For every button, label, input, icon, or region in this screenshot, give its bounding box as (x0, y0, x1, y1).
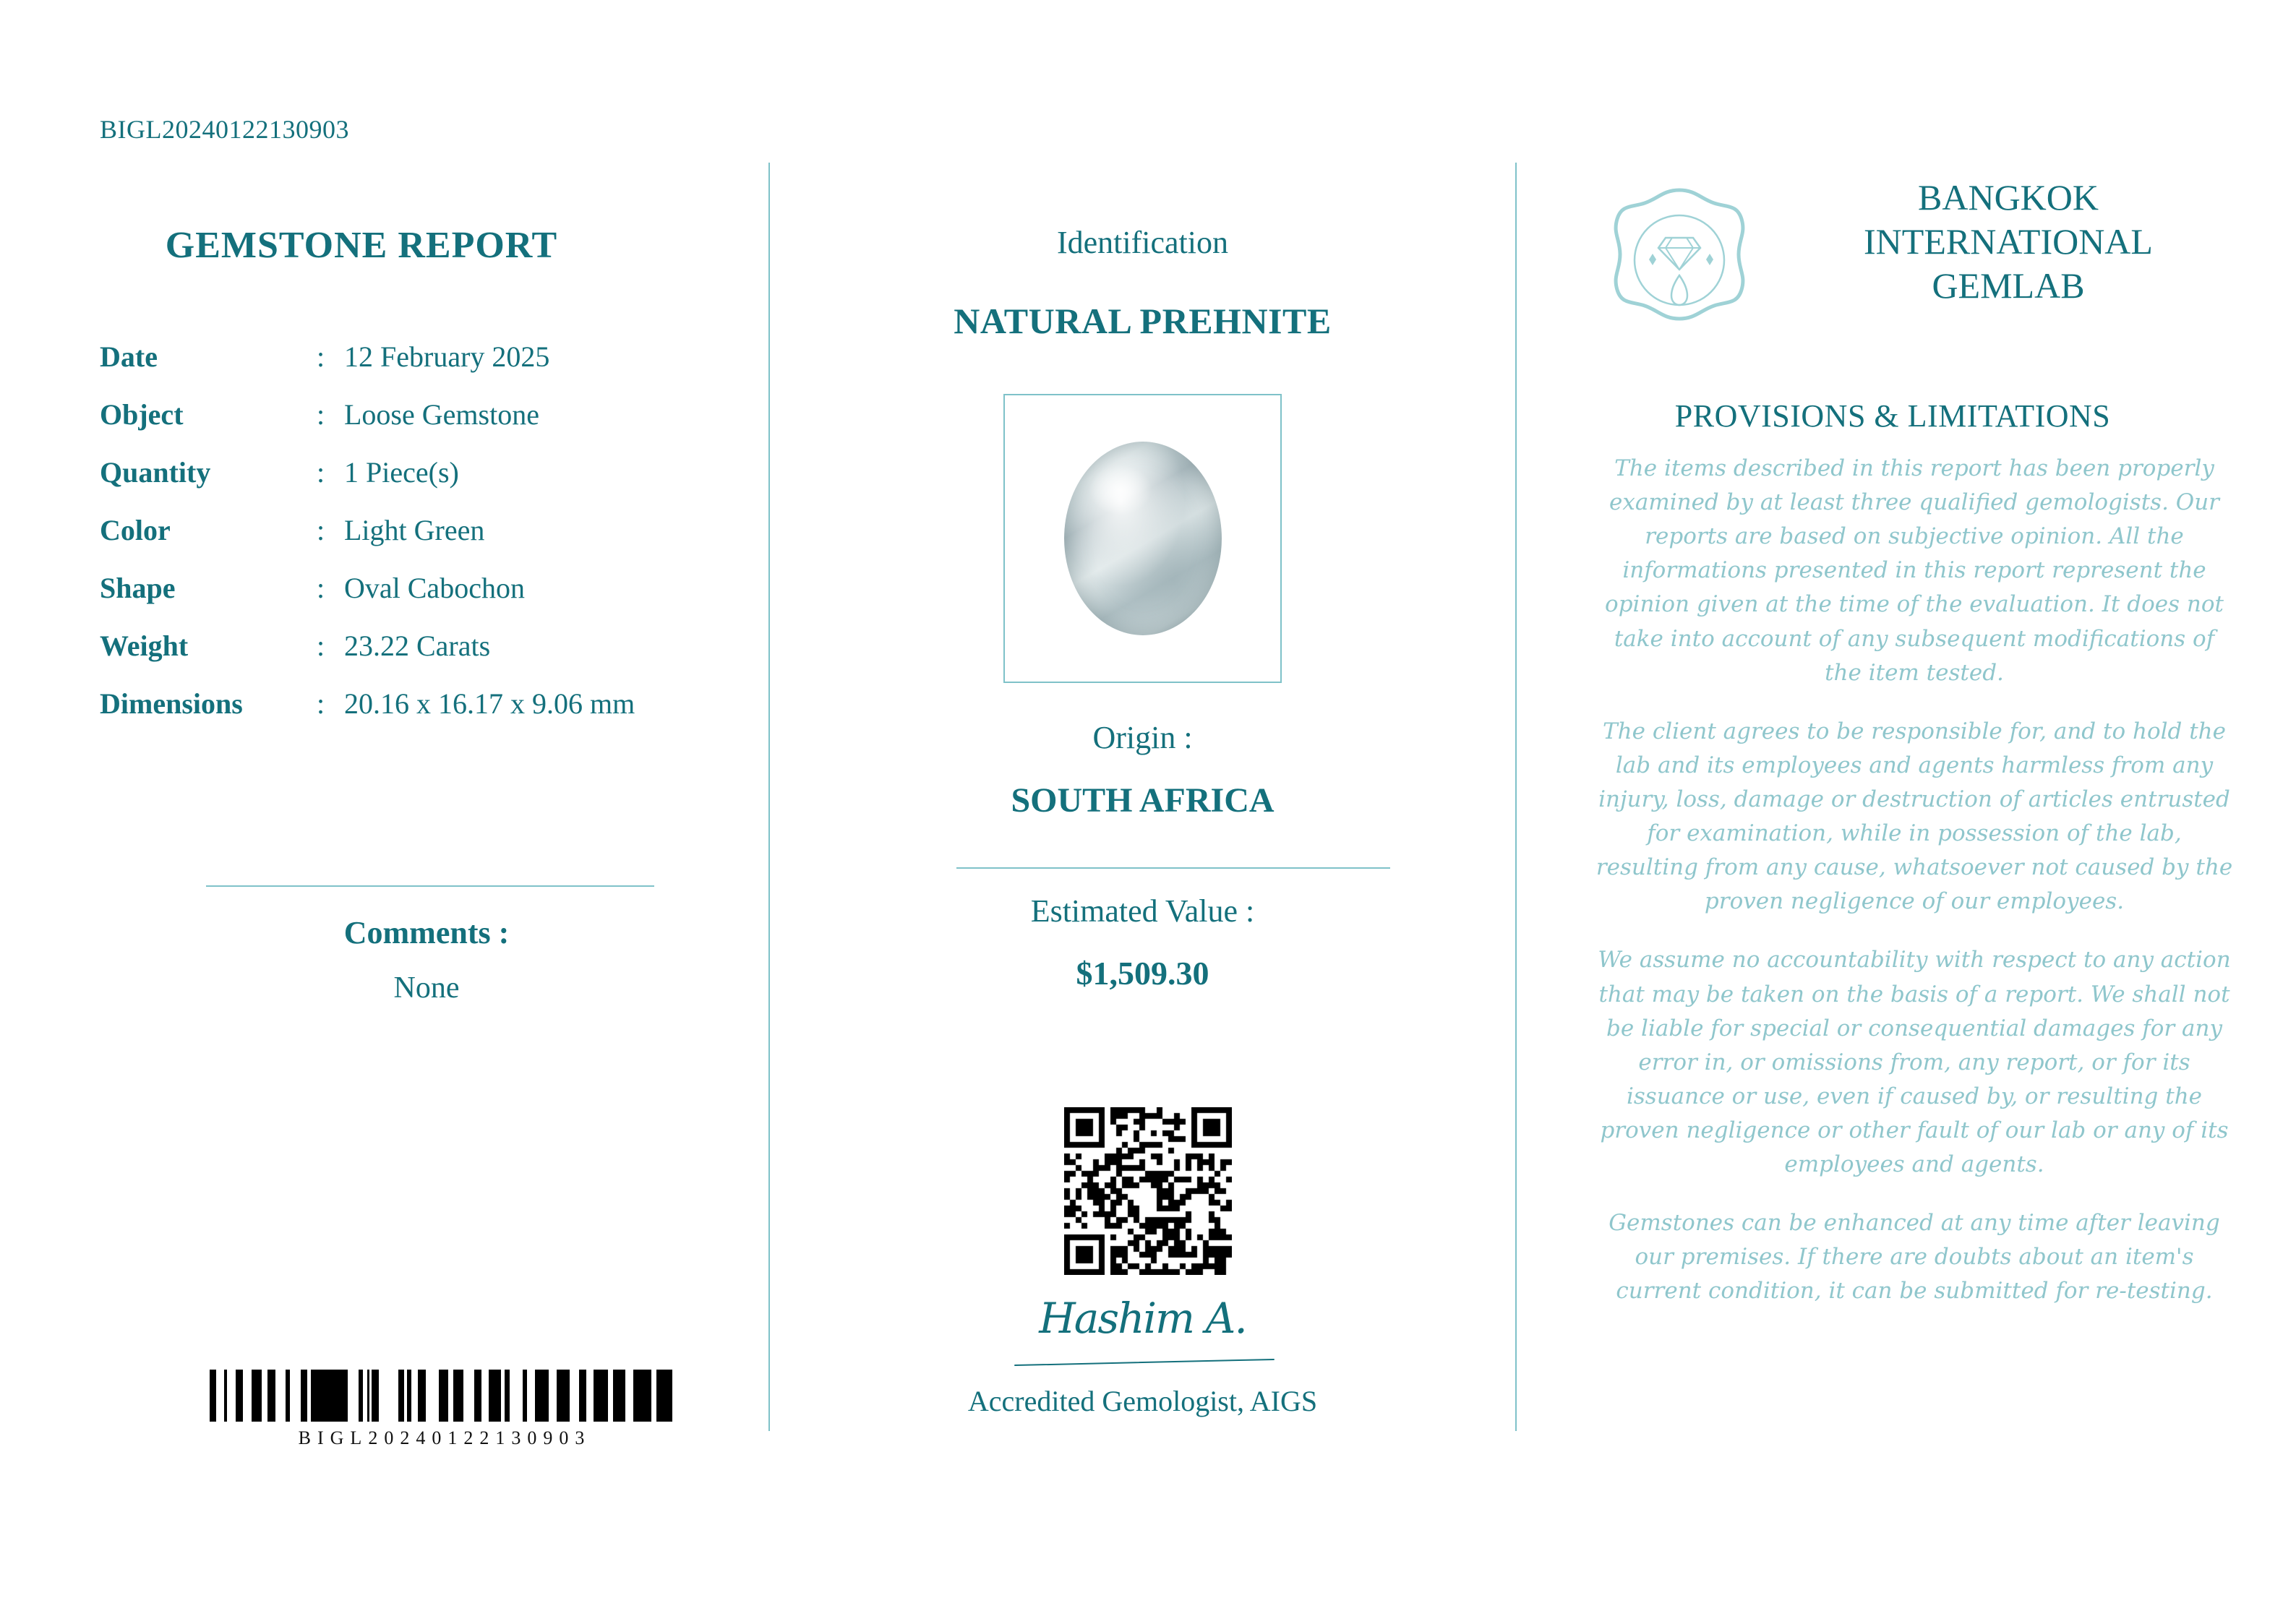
comments-divider (206, 885, 654, 887)
attribute-label: Dimensions (100, 687, 243, 720)
attribute-colon: : (317, 456, 325, 489)
gem-attributes-list (100, 340, 721, 744)
attribute-colon: : (317, 398, 325, 431)
estimated-value-label: Estimated Value : (1030, 893, 1255, 929)
brand-line-2: INTERNATIONAL (1864, 221, 2153, 262)
attribute-row-date (100, 340, 721, 398)
gemlab-logo-icon (1603, 184, 1755, 336)
attribute-colon: : (317, 630, 325, 662)
attribute-value: 20.16 x 16.17 x 9.06 mm (344, 687, 635, 720)
provision-paragraph-3: We assume no accountability with respect to any action that may be taken on the basis of a report. We shall not be liable for special or consequential damages for any error in, or omissions from, any report, or for its issuance or use, even if caused by, or resulting the proven negligence or other fault of our lab or any of its employees and agents. (1598, 947, 2231, 1178)
attribute-value: 23.22 Carats (344, 630, 491, 662)
attribute-row-weight (100, 629, 721, 687)
brand-name (1762, 176, 2254, 308)
gem-photo-frame (1003, 394, 1282, 683)
attribute-label: Quantity (100, 456, 211, 489)
barcode-text: BIGL20240122130903 (298, 1427, 591, 1448)
identification-value: NATURAL PREHNITE (954, 301, 1332, 341)
report-reference-number: BIGL20240122130903 (100, 115, 349, 144)
left-column (0, 163, 768, 1471)
attribute-label: Shape (100, 572, 176, 604)
origin-value: SOUTH AFRICA (1011, 781, 1275, 820)
identification-label: Identification (1056, 225, 1228, 260)
gemologist-caption: Accredited Gemologist, AIGS (967, 1385, 1318, 1417)
attribute-colon: : (317, 514, 325, 546)
barcode-block (210, 1370, 680, 1449)
qr-code (1064, 1107, 1232, 1275)
comments-value: None (393, 971, 460, 1005)
attribute-label: Object (100, 398, 184, 431)
attribute-row-object (100, 398, 721, 455)
comments-label: Comments : (343, 915, 510, 950)
attribute-value: Oval Cabochon (344, 572, 525, 604)
provisions-title: PROVISIONS & LIMITATIONS (1674, 398, 2111, 434)
brand-line-1: BANGKOK (1918, 177, 2099, 218)
attribute-row-shape (100, 571, 721, 629)
oval-cabochon-prehnite-photo (1064, 442, 1222, 635)
attribute-value: 12 February 2025 (344, 340, 550, 373)
right-column (1517, 163, 2296, 1471)
attribute-row-dimensions (100, 687, 721, 744)
attribute-colon: : (317, 340, 325, 373)
attribute-value: Light Green (344, 514, 485, 546)
attribute-row-quantity (100, 455, 721, 513)
page-title: GEMSTONE REPORT (165, 225, 558, 266)
attribute-value: Loose Gemstone (344, 398, 539, 431)
attribute-row-color (100, 513, 721, 571)
attribute-colon: : (317, 687, 325, 720)
provision-paragraph-2: The client agrees to be responsible for, and to hold the lab and its employees and agents harmless from any injury, loss, damage or destruction of articles entrusted for examination, while in possession of the lab, resulting from any cause, whatsoever not caused by the proven negligence of our employees. (1595, 718, 2233, 915)
provision-paragraph-1: The items described in this report has been properly examined by at least three qualified gemologists. Our reports are based on subjective opinion. All the informations presented in this report represent the opinion given at the time of the evaluation. It does not take into account of any subsequent modifications of the item tested. (1605, 455, 2224, 686)
estimated-value-amount: $1,509.30 (1076, 955, 1209, 992)
attribute-label: Weight (100, 630, 189, 662)
attribute-label: Date (100, 340, 158, 373)
attribute-value: 1 Piece(s) (344, 456, 459, 489)
provision-paragraph-4: Gemstones can be enhanced at any time after leaving our premises. If there are doubts about an item's current condition, it can be submitted for re-testing. (1609, 1210, 2220, 1305)
origin-label: Origin : (1092, 720, 1193, 755)
attribute-colon: : (317, 572, 325, 604)
barcode (210, 1370, 677, 1422)
gemologist-signature: Hashim A. (1039, 1294, 1246, 1343)
brand-line-3: GEMLAB (1932, 265, 2085, 306)
estimated-value-divider (956, 867, 1390, 869)
attribute-label: Color (100, 514, 171, 546)
provisions-text (1593, 452, 2236, 1333)
